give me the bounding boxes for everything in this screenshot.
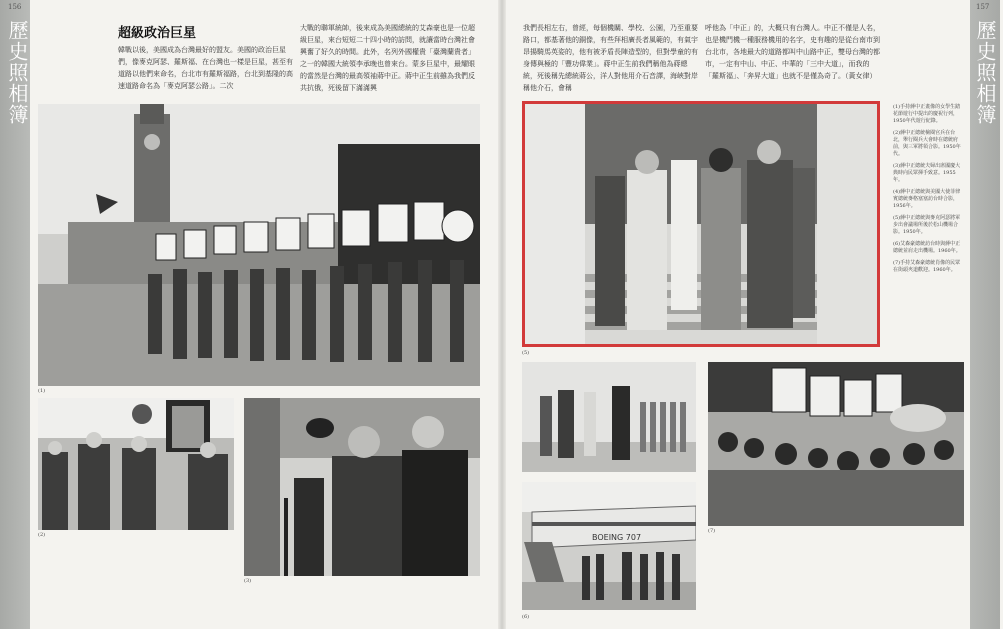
caption-2: (2)蔣中正總統檢閱官兵在台北，舉行閱兵大會時在總統府前，與三軍將領合影。1950年代。 [893, 130, 961, 157]
page-gutter [498, 0, 506, 629]
caption-list [893, 104, 963, 279]
body-column-1 [118, 44, 294, 94]
photo-number-5: (5) [522, 350, 530, 356]
crowd-portraits-image [708, 362, 964, 526]
caption-1: (1)手持蔣中正畫像的女學生踏花節遊行中提出的慶祝行列，1950年代遊行紀錄。 [893, 104, 961, 124]
page-number-right: 157 [976, 3, 990, 11]
photo-parade [38, 104, 480, 386]
body-text-4: 呼他為「中正」的，大概只有台灣人。中正不僅是人名，也是機門機一種服務機用的名字，史有趣的是從台南市到台北市，各地最大的道路都叫中山路中正，雙母台灣的都市，一定有中山、中正、中華的「三中大道」，而我的「羅斯福」、「奔昇大道」也就不是僅為奇了。（黃女律） [705, 24, 880, 80]
side-title-right: 歷史照相簿 [973, 20, 997, 125]
photo-number-1: (1) [38, 388, 46, 394]
officers-image [38, 398, 234, 530]
body-column-3 [523, 22, 699, 94]
boeing-arrival-image [522, 482, 696, 610]
chiang-couple-image [244, 398, 480, 576]
side-title-left: 歷史照相簿 [5, 20, 29, 125]
svg-text:BOEING 707: BOEING 707 [592, 533, 642, 542]
photo-number-3: (3) [244, 578, 252, 584]
caption-3: (3)蔣中正總統夫婦出席國慶大典時向民眾揮手致意。1955年。 [893, 163, 961, 183]
body-column-4 [705, 22, 881, 94]
photo-number-2: (2) [38, 532, 46, 538]
caption-5: (5)蔣中正總統與麥克阿瑟將軍步出會議場所後於松山機場合影。1950年。 [893, 215, 961, 235]
body-text-2: 大戰的聯軍統帥，後來成為美國總統的艾森豪也是一位超級巨星，來台短短二十四小時的訪問，就讓當時台灣社會興奮了好久的時間。此外，名列外國權貴「臺灣蘭貴者」之一的韓國大統領李承晚也曾來台。蒙多巨星中，最耀眼的當然是台灣的最高領袖蔣中正。蔣中正生前雖為我們反共抗俄，死後留下滿滿興 [300, 24, 475, 92]
photo-number-6: (6) [522, 614, 530, 620]
parade-image [38, 104, 480, 386]
photo-chiang-couple [244, 398, 480, 576]
photo-number-7: (7) [708, 528, 716, 534]
photo-macarthur-framed [522, 101, 880, 347]
body-text-3: 我們長相左右，曾經，每個機關、學校、公園，乃至重要路口，都基著他的銅像，有些拜相廣長者風範的，有氣宇昂揚騎馬英姿的，他有被矛盾長陣造型的，但對學童的有身傳與極的「豐功偉業」。蔣中正生前我們稱他為蔣總統，死後稱先總統蔣公，洋人對他用介石音譯，海峽對岸稱他介石，會稱 [523, 24, 698, 92]
photo-eisenhower-airport [522, 362, 696, 472]
caption-6: (6)艾森豪總統訪台時與蔣中正總統並肩走出機場。1960年。 [893, 241, 961, 254]
page-number-left: 156 [8, 3, 22, 11]
body-column-2 [300, 22, 476, 94]
article-heading: 超級政治巨星 [118, 26, 197, 41]
photo-officers [38, 398, 234, 530]
eisenhower-airport-image [522, 362, 696, 472]
photo-crowd-portraits [708, 362, 964, 526]
caption-7: (7)手持艾森豪總統肖像的民眾在街頭夾道歡迎。1960年。 [893, 260, 961, 273]
macarthur-image [525, 104, 877, 344]
caption-4: (4)蔣中正總統與美國大使菲律賓總統麥格塞塞訪台時合影，1956年。 [893, 189, 961, 209]
body-text-1: 韓戰以後，美國成為台灣最好的盟友。美國的政治巨星們，像麥克阿瑟、羅斯福、在台灣也一樣是巨星，甚至有道路以他們來命名，台北市有羅斯福路，台北到基隆的高速道路命名為「麥克阿瑟公路」。二次 [118, 46, 293, 90]
photo-boeing-arrival [522, 482, 696, 610]
